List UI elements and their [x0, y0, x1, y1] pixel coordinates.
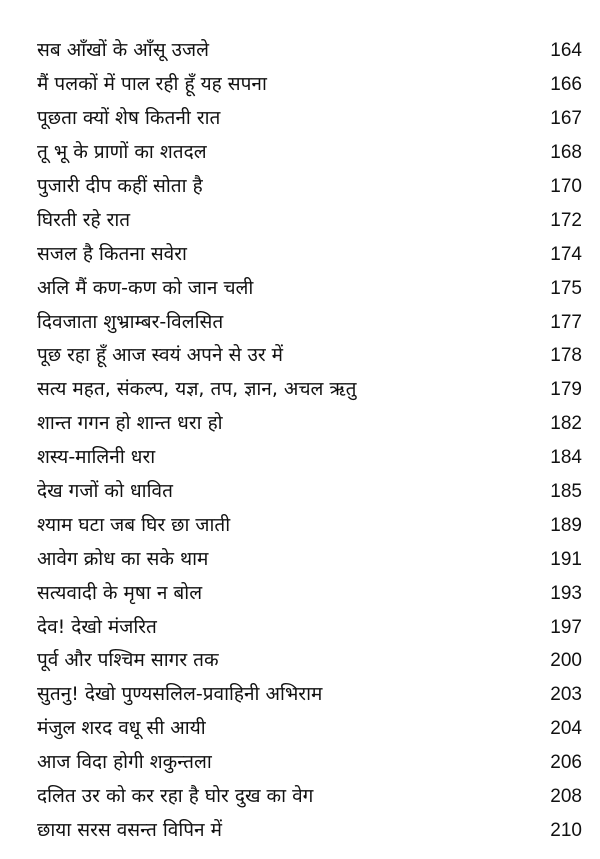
toc-entry-title: छाया सरस वसन्त विपिन में [37, 818, 222, 841]
toc-entry-title: मैं पलकों में पाल रही हूँ यह सपना [37, 73, 267, 96]
toc-entry-page-number: 184 [550, 447, 582, 469]
toc-entry-page-number: 197 [550, 616, 582, 638]
toc-entry-page-number: 172 [550, 209, 582, 231]
toc-entry-page-number: 177 [550, 311, 582, 333]
toc-entry [37, 305, 582, 339]
toc-entry [37, 746, 582, 780]
toc-entry-page-number: 185 [550, 481, 582, 503]
toc-entry [37, 542, 582, 576]
toc-entry [37, 102, 582, 136]
toc-entry [37, 339, 582, 373]
toc-entry [37, 441, 582, 475]
toc-entry-title: देव! देखो मंजरित [37, 615, 157, 638]
toc-entry-page-number: 203 [550, 684, 582, 706]
toc-entry [37, 68, 582, 102]
toc-entry [37, 644, 582, 678]
toc-entry-title: अलि मैं कण-कण को जान चली [37, 276, 254, 299]
toc-entry-page-number: 206 [550, 752, 582, 774]
toc-entry-title: सजल है कितना सवेरा [37, 242, 187, 265]
toc-entry-title: दलित उर को कर रहा है घोर दुख का वेग [37, 785, 314, 808]
toc-entry [37, 237, 582, 271]
toc-entry [37, 34, 582, 68]
toc-entry-title: पूछता क्यों शेष कितनी रात [37, 107, 221, 130]
toc-entry-title: सब आँखों के आँसू उजले [37, 39, 209, 62]
toc-entry-page-number: 170 [550, 176, 582, 197]
toc-entry-title: शान्त गगन हो शान्त धरा हो [37, 412, 223, 435]
toc-entry [37, 780, 582, 814]
toc-entry-title: शस्य-मालिनी धरा [37, 446, 156, 469]
toc-entry [37, 508, 582, 542]
toc-entry-page-number: 179 [550, 379, 582, 401]
toc-entry-page-number: 168 [550, 142, 582, 164]
toc-entry-page-number: 182 [550, 413, 582, 435]
toc-entry [37, 475, 582, 509]
toc-entry-title: पूछ रहा हूँ आज स्वयं अपने से उर में [37, 344, 284, 367]
toc-entry-page-number: 174 [550, 243, 582, 265]
toc-entry [37, 271, 582, 305]
table-of-contents [37, 34, 582, 847]
toc-entry-title: घिरती रहे रात [37, 208, 131, 231]
toc-entry-title: श्याम घटा जब घिर छा जाती [37, 513, 231, 536]
toc-entry-page-number: 210 [550, 819, 582, 841]
toc-entry-page-number: 200 [550, 650, 582, 672]
toc-entry [37, 407, 582, 441]
toc-entry [37, 136, 582, 170]
toc-entry [37, 203, 582, 237]
toc-entry [37, 373, 582, 407]
toc-entry [37, 712, 582, 746]
toc-entry-title: आवेग क्रोध का सके थाम [37, 547, 209, 570]
toc-entry-page-number: 189 [550, 514, 582, 536]
toc-entry [37, 678, 582, 712]
toc-entry [37, 610, 582, 644]
toc-entry [37, 170, 582, 204]
toc-entry-page-number: 166 [550, 74, 582, 96]
toc-entry-title: पूर्व और पश्चिम सागर तक [37, 649, 219, 672]
toc-entry [37, 576, 582, 610]
toc-entry-title: आज विदा होगी शकुन्तला [37, 751, 212, 774]
toc-entry-page-number: 175 [550, 277, 582, 299]
toc-entry-title: मंजुल शरद वधू सी आयी [37, 717, 206, 740]
toc-entry-page-number: 193 [550, 582, 582, 604]
toc-entry-title: सत्य महत, संकल्प, यज्ञ, तप, ज्ञान, अचल ऋतु [37, 378, 357, 401]
toc-entry-title: दिवजाता शुभ्राम्बर-विलसित [37, 310, 224, 333]
toc-entry-page-number: 167 [550, 108, 582, 130]
toc-entry [37, 813, 582, 847]
toc-entry-title: देख गजों को धावित [37, 480, 173, 503]
toc-entry-title: तू भू के प्राणों का शतदल [37, 141, 207, 164]
toc-entry-page-number: 164 [550, 40, 582, 62]
toc-entry-page-number: 178 [550, 345, 582, 367]
toc-entry-title: सुतनु! देखो पुण्यसलिल-प्रवाहिनी अभिराम [37, 683, 323, 706]
toc-entry-page-number: 208 [550, 786, 582, 808]
toc-entry-page-number: 204 [550, 718, 582, 740]
toc-entry-title: सत्यवादी के मृषा न बोल [37, 581, 203, 604]
toc-entry-page-number: 191 [550, 548, 582, 570]
toc-entry-title: पुजारी दीप कहीं सोता है [37, 175, 203, 197]
